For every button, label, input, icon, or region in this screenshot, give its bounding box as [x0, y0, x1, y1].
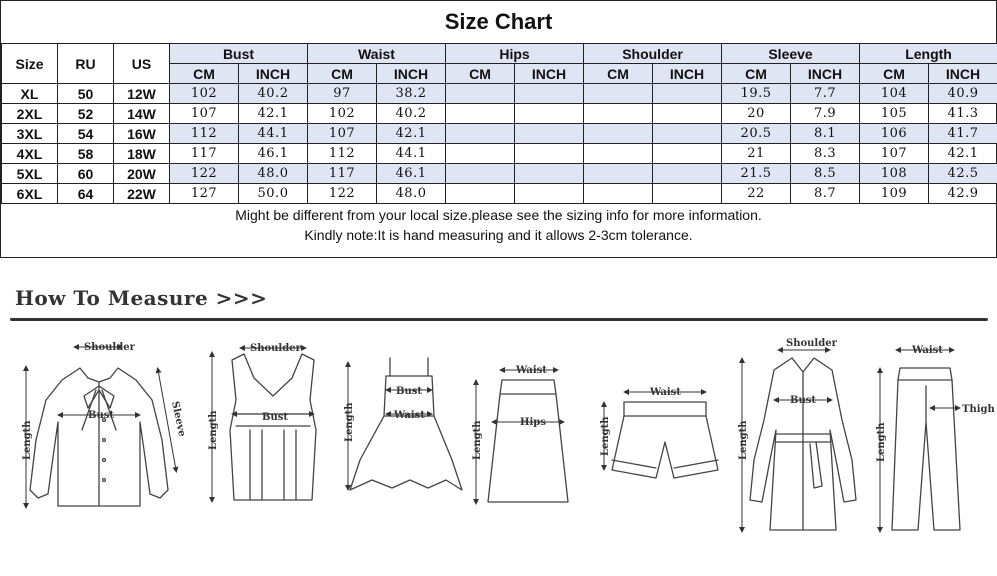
- cell-hips-inch: [515, 164, 584, 184]
- cell-shoulder-cm: [584, 164, 653, 184]
- header-bust: Bust: [170, 44, 308, 64]
- cell-shoulder-cm: [584, 84, 653, 104]
- unit-cm: CM: [446, 64, 515, 84]
- unit-cm: CM: [170, 64, 239, 84]
- label-waist: Waist: [650, 387, 681, 398]
- label-length: Length: [344, 402, 355, 442]
- cell-bust-inch: 48.0: [239, 164, 308, 184]
- cell-us: 14W: [114, 104, 170, 124]
- size-chart: [0, 0, 997, 258]
- cell-bust-cm: 117: [170, 144, 239, 164]
- unit-inch: INCH: [653, 64, 722, 84]
- cell-sleeve-cm: 20.5: [722, 124, 791, 144]
- cell-hips-inch: [515, 144, 584, 164]
- cell-length-inch: 40.9: [929, 84, 997, 104]
- how-to-measure-title: How To Measure >>>: [15, 286, 268, 310]
- label-bust: Bust: [790, 395, 816, 406]
- divider: [10, 318, 988, 321]
- cell-sleeve-cm: 20: [722, 104, 791, 124]
- header-ru: RU: [58, 44, 114, 84]
- cell-bust-inch: 42.1: [239, 104, 308, 124]
- cell-sleeve-inch: 8.1: [791, 124, 860, 144]
- cell-sleeve-cm: 22: [722, 184, 791, 204]
- cell-shoulder-inch: [653, 124, 722, 144]
- cell-hips-cm: [446, 124, 515, 144]
- cell-sleeve-inch: 8.3: [791, 144, 860, 164]
- shorts-figure: [612, 402, 718, 478]
- cell-sleeve-cm: 19.5: [722, 84, 791, 104]
- cell-size: 2XL: [2, 104, 58, 124]
- label-waist: Waist: [912, 345, 943, 356]
- cell-shoulder-inch: [653, 184, 722, 204]
- label-waist: Waist: [394, 410, 425, 421]
- cell-shoulder-inch: [653, 104, 722, 124]
- measure-figures: [0, 330, 997, 576]
- header-size: Size: [2, 44, 58, 84]
- unit-inch: INCH: [929, 64, 997, 84]
- unit-inch: INCH: [515, 64, 584, 84]
- cell-waist-cm: 102: [308, 104, 377, 124]
- chart-title: Size Chart: [1, 1, 996, 44]
- header-waist: Waist: [308, 44, 446, 64]
- cell-hips-inch: [515, 184, 584, 204]
- header-hips: Hips: [446, 44, 584, 64]
- cell-hips-cm: [446, 104, 515, 124]
- cell-bust-inch: 50.0: [239, 184, 308, 204]
- cell-length-inch: 42.5: [929, 164, 997, 184]
- cell-waist-cm: 112: [308, 144, 377, 164]
- cell-waist-inch: 42.1: [377, 124, 446, 144]
- note-line: Might be different from your local size.please see the sizing info for more information.: [235, 207, 762, 223]
- cell-shoulder-inch: [653, 144, 722, 164]
- notes: [1, 205, 996, 245]
- note-line: Kindly note:It is hand measuring and it allows 2-3cm tolerance.: [304, 227, 693, 243]
- label-shoulder: Shoulder: [786, 338, 837, 349]
- cell-waist-inch: 48.0: [377, 184, 446, 204]
- cell-hips-inch: [515, 84, 584, 104]
- table-row: [2, 144, 997, 164]
- header-sleeve: Sleeve: [722, 44, 860, 64]
- cell-length-inch: 42.1: [929, 144, 997, 164]
- cell-ru: 54: [58, 124, 114, 144]
- cell-hips-inch: [515, 104, 584, 124]
- cell-length-cm: 108: [860, 164, 929, 184]
- cell-hips-cm: [446, 184, 515, 204]
- blouse-figure: [30, 368, 168, 506]
- cell-bust-cm: 112: [170, 124, 239, 144]
- label-length: Length: [472, 420, 483, 460]
- cell-length-cm: 109: [860, 184, 929, 204]
- cell-hips-cm: [446, 84, 515, 104]
- cell-us: 20W: [114, 164, 170, 184]
- cell-length-inch: 41.7: [929, 124, 997, 144]
- cell-bust-inch: 46.1: [239, 144, 308, 164]
- trousers-figure: [892, 368, 960, 530]
- unit-cm: CM: [860, 64, 929, 84]
- cell-size: 4XL: [2, 144, 58, 164]
- cell-sleeve-cm: 21.5: [722, 164, 791, 184]
- cell-bust-cm: 107: [170, 104, 239, 124]
- cell-length-inch: 41.3: [929, 104, 997, 124]
- unit-inch: INCH: [239, 64, 308, 84]
- cell-us: 16W: [114, 124, 170, 144]
- cell-ru: 52: [58, 104, 114, 124]
- table-row: [2, 84, 997, 104]
- cell-size: 3XL: [2, 124, 58, 144]
- label-length: Length: [876, 422, 887, 462]
- cami-dress-figure: [350, 358, 462, 490]
- size-table: [1, 43, 997, 204]
- label-waist: Waist: [516, 365, 547, 376]
- cell-waist-inch: 40.2: [377, 104, 446, 124]
- cell-waist-inch: 46.1: [377, 164, 446, 184]
- cell-hips-inch: [515, 124, 584, 144]
- cell-length-cm: 105: [860, 104, 929, 124]
- cell-waist-cm: 122: [308, 184, 377, 204]
- unit-cm: CM: [308, 64, 377, 84]
- table-row: [2, 164, 997, 184]
- cell-waist-cm: 97: [308, 84, 377, 104]
- cell-waist-cm: 107: [308, 124, 377, 144]
- cell-waist-inch: 44.1: [377, 144, 446, 164]
- unit-inch: INCH: [791, 64, 860, 84]
- label-bust: Bust: [88, 410, 114, 421]
- cell-shoulder-cm: [584, 124, 653, 144]
- header-length: Length: [860, 44, 997, 64]
- unit-cm: CM: [722, 64, 791, 84]
- label-length: Length: [600, 416, 611, 456]
- table-row: [2, 124, 997, 144]
- table-row: [2, 184, 997, 204]
- cell-waist-inch: 38.2: [377, 84, 446, 104]
- cell-hips-cm: [446, 164, 515, 184]
- cell-length-cm: 104: [860, 84, 929, 104]
- label-length: Length: [738, 420, 749, 460]
- cell-ru: 50: [58, 84, 114, 104]
- cell-ru: 60: [58, 164, 114, 184]
- cell-bust-inch: 40.2: [239, 84, 308, 104]
- cell-ru: 64: [58, 184, 114, 204]
- cell-shoulder-inch: [653, 164, 722, 184]
- label-bust: Bust: [262, 412, 288, 423]
- coat-figure: [750, 358, 856, 530]
- cell-size: 6XL: [2, 184, 58, 204]
- cell-sleeve-cm: 21: [722, 144, 791, 164]
- tank-top-figure: [230, 354, 316, 500]
- cell-length-cm: 107: [860, 144, 929, 164]
- cell-bust-cm: 127: [170, 184, 239, 204]
- cell-sleeve-inch: 7.7: [791, 84, 860, 104]
- label-thigh: Thigh: [962, 404, 995, 415]
- label-sleeve: Sleeve: [169, 400, 188, 438]
- cell-size: 5XL: [2, 164, 58, 184]
- cell-length-cm: 106: [860, 124, 929, 144]
- table-row: [2, 104, 997, 124]
- unit-inch: INCH: [377, 64, 446, 84]
- cell-shoulder-cm: [584, 144, 653, 164]
- cell-bust-inch: 44.1: [239, 124, 308, 144]
- cell-sleeve-inch: 8.5: [791, 164, 860, 184]
- cell-us: 12W: [114, 84, 170, 104]
- label-shoulder: Shoulder: [250, 343, 301, 354]
- cell-bust-cm: 102: [170, 84, 239, 104]
- cell-us: 18W: [114, 144, 170, 164]
- cell-sleeve-inch: 8.7: [791, 184, 860, 204]
- cell-hips-cm: [446, 144, 515, 164]
- cell-shoulder-inch: [653, 84, 722, 104]
- cell-ru: 58: [58, 144, 114, 164]
- cell-shoulder-cm: [584, 184, 653, 204]
- cell-size: XL: [2, 84, 58, 104]
- cell-shoulder-cm: [584, 104, 653, 124]
- skirt-figure: [488, 380, 568, 502]
- header-us: US: [114, 44, 170, 84]
- label-length: Length: [208, 410, 219, 450]
- cell-length-inch: 42.9: [929, 184, 997, 204]
- unit-cm: CM: [584, 64, 653, 84]
- cell-sleeve-inch: 7.9: [791, 104, 860, 124]
- cell-waist-cm: 117: [308, 164, 377, 184]
- label-hips: Hips: [520, 417, 546, 428]
- cell-bust-cm: 122: [170, 164, 239, 184]
- label-bust: Bust: [396, 386, 422, 397]
- header-shoulder: Shoulder: [584, 44, 722, 64]
- label-shoulder: Shoulder: [84, 342, 135, 353]
- cell-us: 22W: [114, 184, 170, 204]
- label-length: Length: [22, 420, 33, 460]
